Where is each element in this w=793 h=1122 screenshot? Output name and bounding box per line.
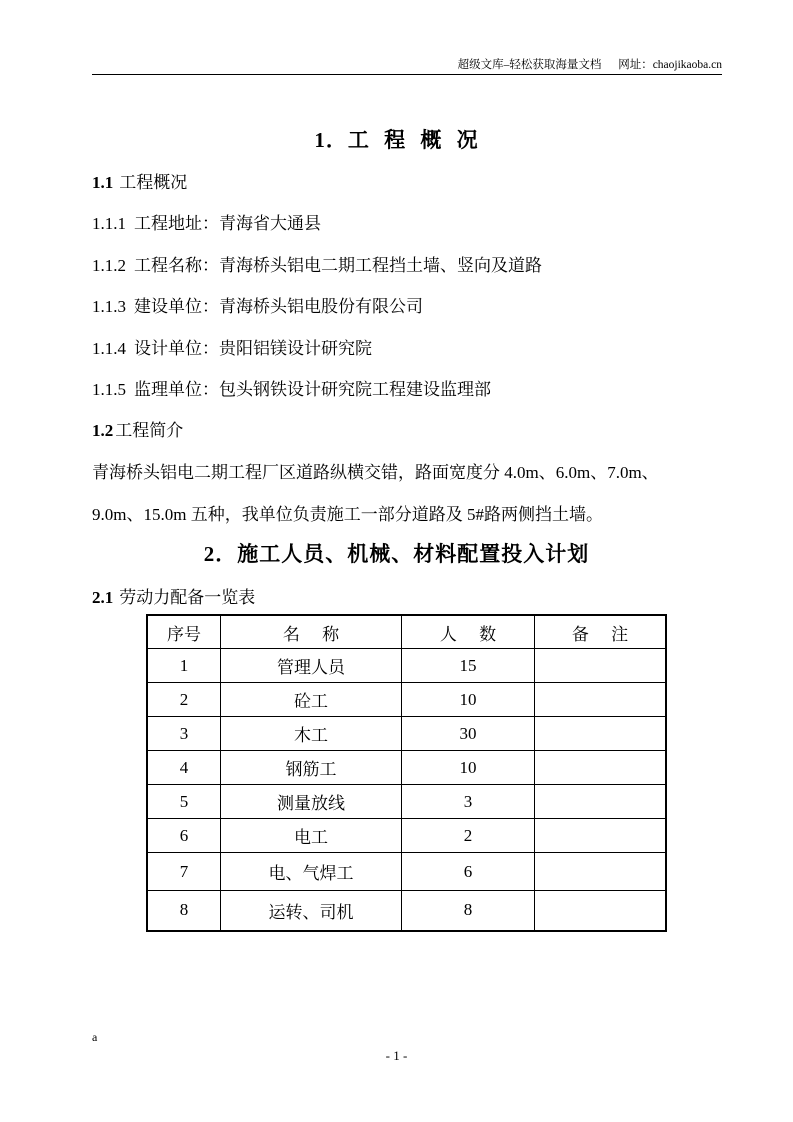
labor-table xyxy=(146,614,667,932)
intro-paragraph-line-1: 青海桥头铝电二期工程厂区道路纵横交错，路面宽度分 4.0m、6.0m、7.0m、 xyxy=(92,463,659,482)
cell-name: 钢筋工 xyxy=(221,751,402,785)
cell-count: 30 xyxy=(402,717,535,751)
section-title: 工程简介 xyxy=(115,421,184,440)
col-header-count: 人 数 xyxy=(402,615,535,649)
cell-no: 7 xyxy=(147,853,221,891)
item-text: 工程地址：青海省大通县 xyxy=(134,214,321,233)
cell-note xyxy=(535,751,667,785)
section-1-1-heading xyxy=(92,168,187,193)
table-header-row xyxy=(147,615,666,649)
cell-count: 10 xyxy=(402,683,535,717)
header-rule xyxy=(92,74,722,75)
section-title: 劳动力配备一览表 xyxy=(119,588,256,607)
item-number: 1.1.2 xyxy=(92,256,126,275)
info-line-owner xyxy=(92,292,423,317)
cell-note xyxy=(535,819,667,853)
cell-count: 15 xyxy=(402,649,535,683)
cell-name: 运转、司机 xyxy=(221,891,402,931)
cell-count: 3 xyxy=(402,785,535,819)
cell-count: 10 xyxy=(402,751,535,785)
item-text: 监理单位：包头钢铁设计研究院工程建设监理部 xyxy=(134,380,491,399)
cell-count: 8 xyxy=(402,891,535,931)
cell-name: 砼工 xyxy=(221,683,402,717)
cell-name: 电工 xyxy=(221,819,402,853)
col-header-no: 序号 xyxy=(147,615,221,649)
cell-note xyxy=(535,717,667,751)
item-text: 工程名称：青海桥头铝电二期工程挡土墙、竖向及道路 xyxy=(134,256,542,275)
page-number: - 1 - xyxy=(385,1048,408,1063)
item-text: 建设单位：青海桥头铝电股份有限公司 xyxy=(134,297,423,316)
table-row xyxy=(147,751,666,785)
info-line-project-name xyxy=(92,251,542,276)
header-site-name: 超级文库–轻松获取海量文档 xyxy=(457,59,602,71)
table-row xyxy=(147,853,666,891)
table-row xyxy=(147,819,666,853)
table-row xyxy=(147,891,666,931)
intro-paragraph-line-2: 9.0m、15.0m 五种，我单位负责施工一部分道路及 5#路两侧挡土墙。 xyxy=(92,505,603,524)
cell-note xyxy=(535,853,667,891)
cell-no: 2 xyxy=(147,683,221,717)
section-number: 1.1 xyxy=(92,173,114,192)
page-header xyxy=(92,56,722,76)
cell-no: 6 xyxy=(147,819,221,853)
header-url: 网址：chaojikaoba.cn xyxy=(618,59,722,71)
cell-no: 1 xyxy=(147,649,221,683)
cell-name: 管理人员 xyxy=(221,649,402,683)
col-header-note: 备 注 xyxy=(535,615,667,649)
chapter-1-title: 1．工 程 概 况 xyxy=(314,128,479,152)
cell-no: 5 xyxy=(147,785,221,819)
section-1-2-heading xyxy=(92,416,183,441)
section-number: 2.1 xyxy=(92,588,114,607)
cell-note xyxy=(535,891,667,931)
section-title: 工程概况 xyxy=(119,173,188,192)
item-number: 1.1.5 xyxy=(92,380,126,399)
item-text: 设计单位：贵阳铝镁设计研究院 xyxy=(134,339,372,358)
item-number: 1.1.3 xyxy=(92,297,126,316)
cell-count: 2 xyxy=(402,819,535,853)
col-header-name: 名 称 xyxy=(221,615,402,649)
cell-name: 电、气焊工 xyxy=(221,853,402,891)
table-row xyxy=(147,785,666,819)
cell-note xyxy=(535,649,667,683)
table-row xyxy=(147,683,666,717)
footer-mark: a xyxy=(92,1030,98,1044)
table-row xyxy=(147,717,666,751)
cell-no: 3 xyxy=(147,717,221,751)
section-2-1-heading xyxy=(92,583,255,608)
cell-name: 木工 xyxy=(221,717,402,751)
cell-no: 8 xyxy=(147,891,221,931)
table-row xyxy=(147,649,666,683)
info-line-designer xyxy=(92,334,372,359)
cell-count: 6 xyxy=(402,853,535,891)
cell-note xyxy=(535,785,667,819)
item-number: 1.1.1 xyxy=(92,214,126,233)
cell-no: 4 xyxy=(147,751,221,785)
item-number: 1.1.4 xyxy=(92,339,126,358)
cell-name: 测量放线 xyxy=(221,785,402,819)
chapter-2-title: 2．施工人员、机械、材料配置投入计划 xyxy=(203,542,590,566)
section-number: 1.2 xyxy=(92,421,114,440)
info-line-address xyxy=(92,209,321,234)
info-line-supervisor xyxy=(92,375,491,400)
cell-note xyxy=(535,683,667,717)
